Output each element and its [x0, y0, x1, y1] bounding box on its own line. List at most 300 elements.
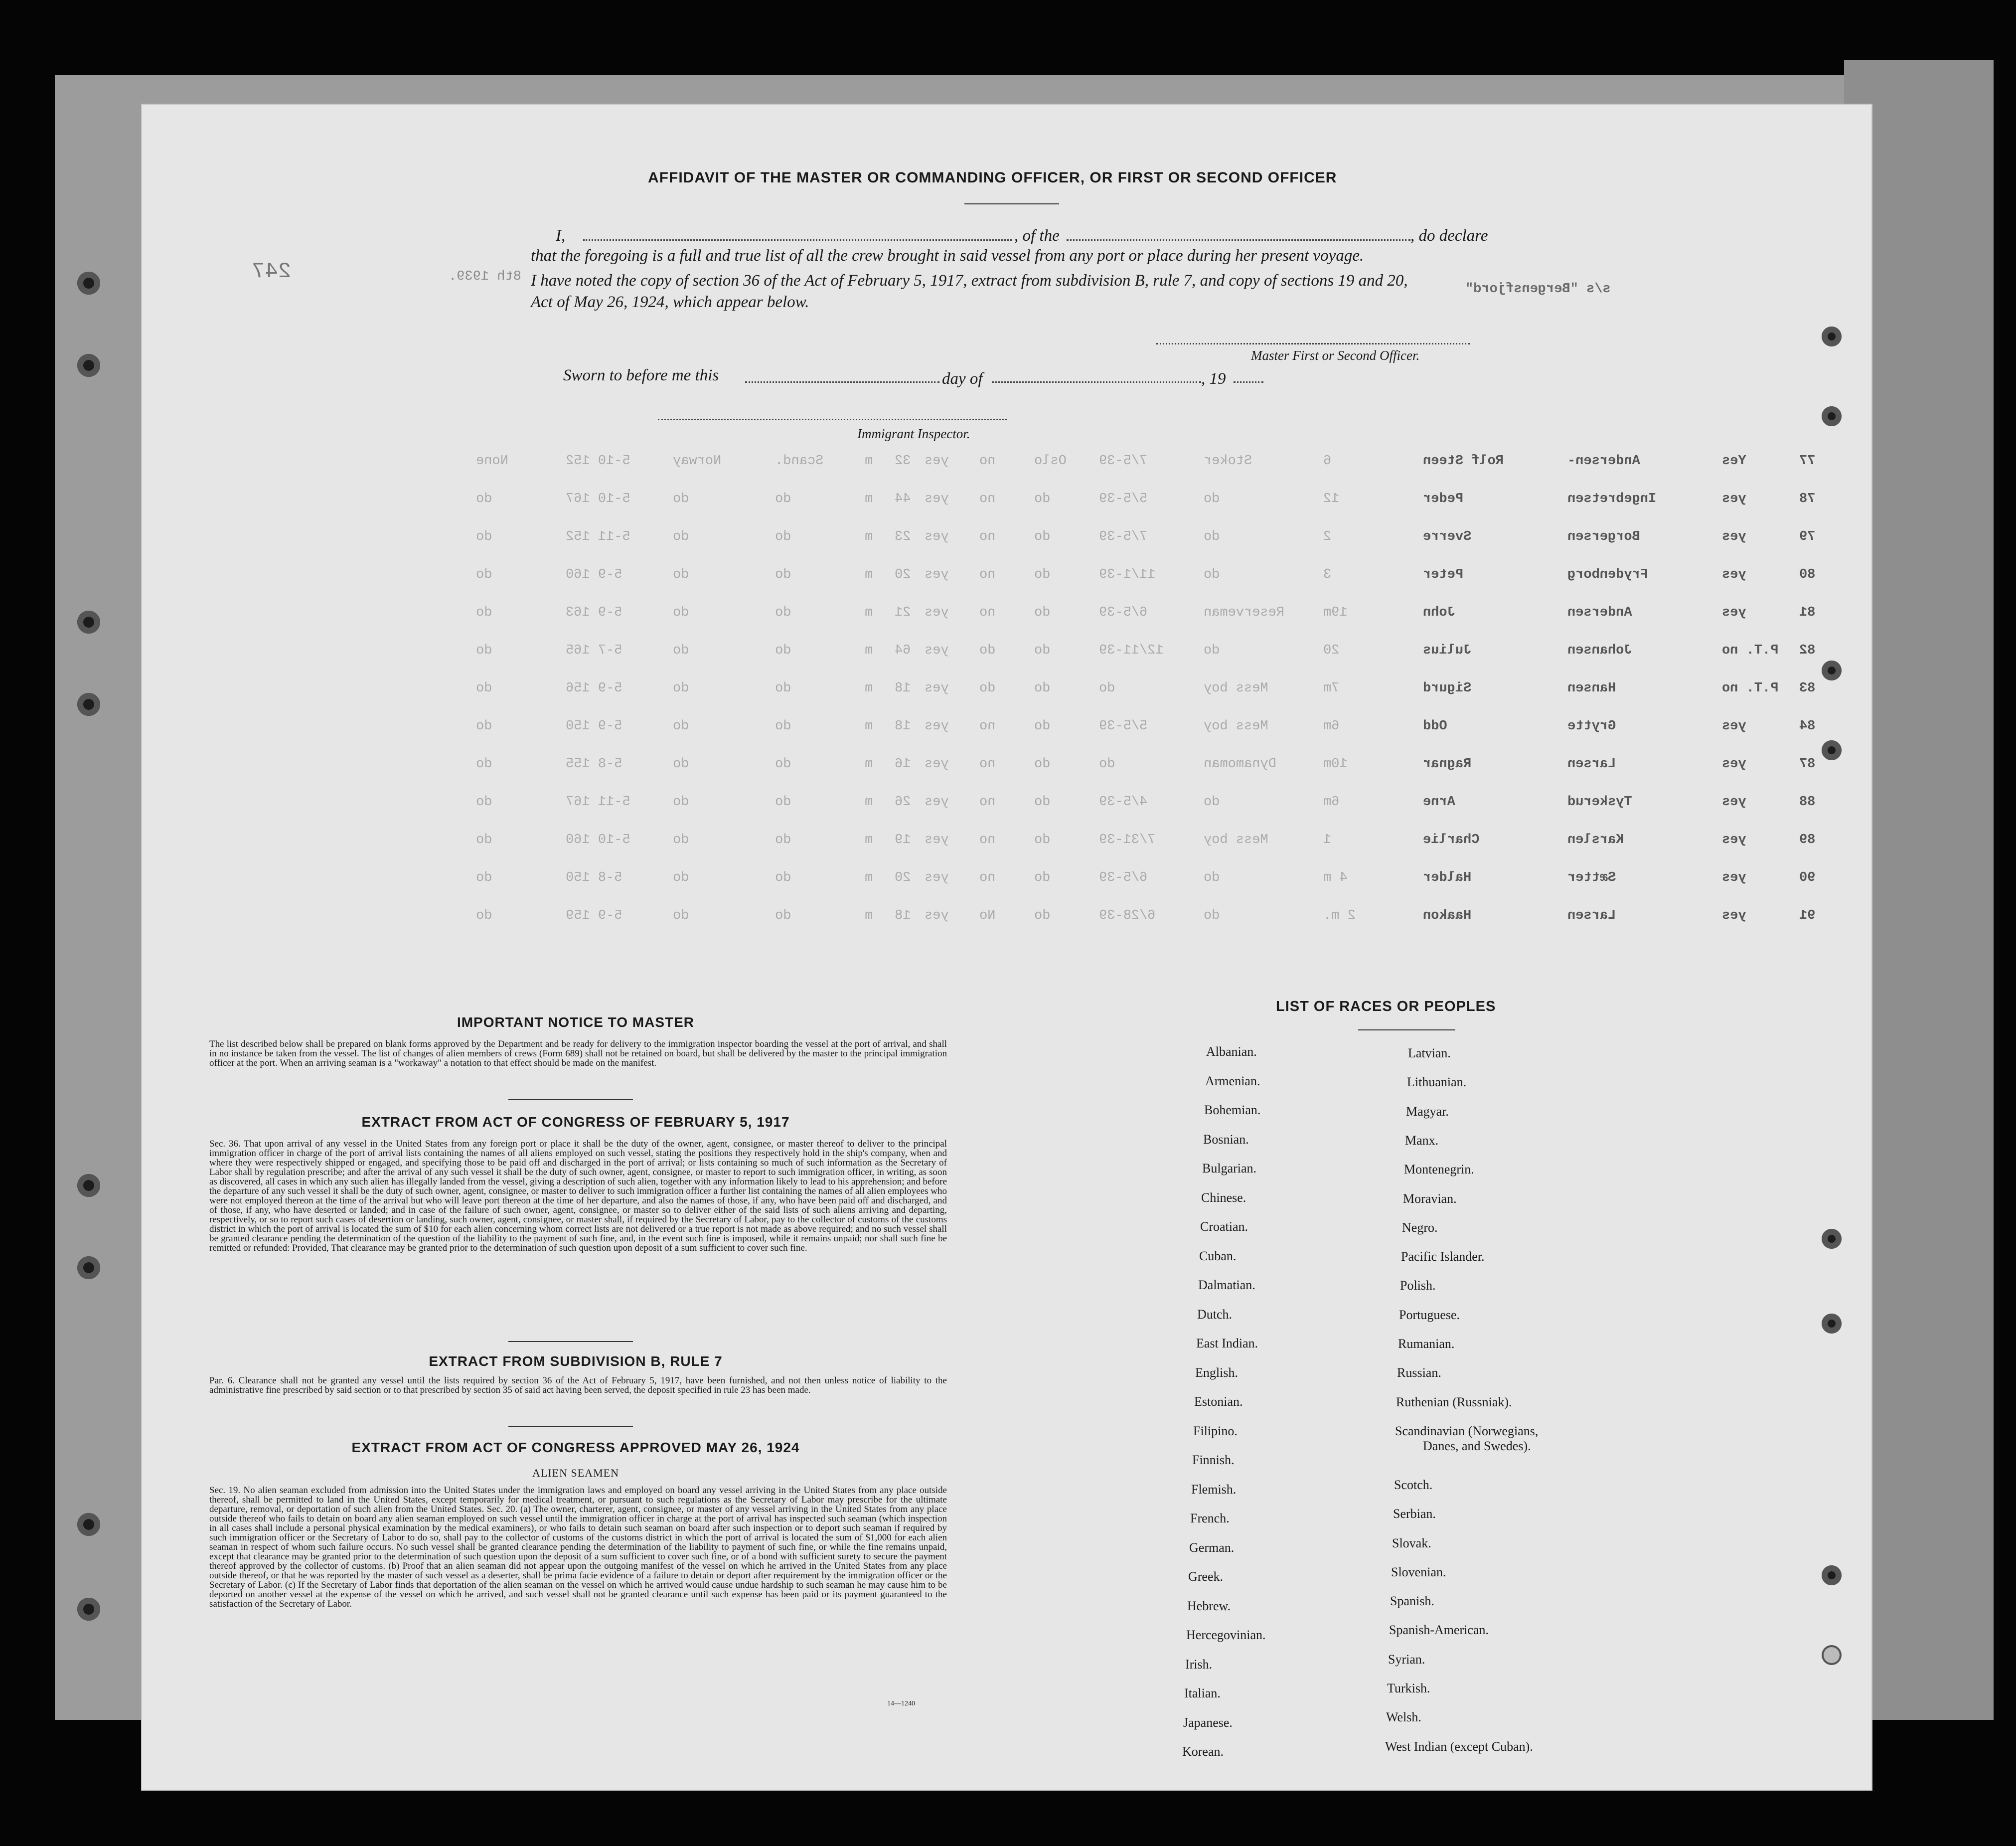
crew-cell-rating: 2 m. — [1323, 908, 1356, 923]
crew-cell-rem: yes — [925, 605, 949, 620]
crew-cell-rem: yes — [925, 529, 949, 544]
crew-cell-race: do — [673, 795, 689, 810]
binder-hole — [77, 1598, 100, 1621]
ghost-vessel: s/s "Bergensfjord" — [1465, 282, 1611, 297]
crew-cell-sex: m — [865, 757, 873, 772]
sworn-month-line — [992, 381, 1201, 383]
crew-cell-rem: yes — [925, 795, 949, 810]
binder-hole — [77, 611, 100, 634]
crew-cell-marks: do — [476, 795, 492, 810]
crew-cell-age: 44 — [895, 492, 911, 506]
crew-cell-engaged: 11/1-39 — [1099, 567, 1156, 582]
crew-row — [476, 643, 1816, 673]
extract-rule7-title: EXTRACT FROM SUBDIVISION B, RULE 7 — [429, 1353, 723, 1369]
extract-1924-body: Sec. 19. No alien seaman excluded from admission into the United States under the immigration laws and employed on board any vessel arriving in the United States from any place outside thereof, shall be permitted to land in the United States, except temporarily for medical treatment, or pursuant to such regulations as the Secretary of Labor may prescribe for the ultimate departure, removal, or deportation of such alien from the United States. Sec. 20. (a) The owner, charterer, agent, consignee, or master of any vessel arriving in the United States from any place outside thereof who fails to detain on board any alien seaman employed on such vessel until the immigration officer in charge at the port of arrival has inspected such seaman (which inspection in all cases shall include a personal physical examination by the medical examiners), or who fails to detain such seaman on board after such inspection or to deport such seaman if required by such immigration officer or the Secretary of Labor to do so, shall pay to the collector of customs of the customs district in which the port of arrival is located the sum of $1,000 for each alien seaman in respect of whom such failure occurs. No such vessel shall be granted clearance pending the determination of the liability to payment of such fine, or while the fine remains unpaid, except that clearance may be granted prior to the determination of such question upon the deposit of a sum sufficient to cover such fine, or of a bond with sufficient surety to secure the payment thereof approved by the collector of customs. (b) Proof that an alien seaman did not appear upon the outgoing manifest of the vessel on which he arrived in the United States from any place outside thereof, or that he was reported by the master of such vessel as a deserter, shall be prima facie evidence of a failure to detain or deport after requirement by the immigration officer or the Secretary of Labor. (c) If the Secretary of Labor finds that deportation of the alien seaman on the vessel on which he arrived would cause undue hardship to such seaman he may cause him to be deported on another vessel at the expense of the vessel on which he arrived, and such vessel shall not be granted clearance until such expense has been paid or its payment guaranteed to the satisfaction of the Secretary of Labor. — [209, 1485, 947, 1609]
extract-1917-body: Sec. 36. That upon arrival of any vessel in the United States from any foreign port or place it shall be the duty of the owner, agent, consignee, or master thereof to deliver to the principal immigration officer in charge of the port of arrival lists containing the names of all aliens employed on such vessel, stating the positions they respectively hold in the ship's company, when and where they were respectively shipped or engaged, and specifying those to be paid off and discharged in the port of arrival; or lists containing so much of such information as the Secretary of Labor shall by regulation prescribe; and after the arrival of any such vessel it shall be the duty of such owner, agent, consignee, or master to report to such immigration officer, in writing, as soon as discovered, all cases in which any such alien has illegally landed from the vessel, giving a description of such alien, together with any information likely to lead to his apprehension; and before the departure of any such vessel it shall be the duty of such owner, agent, consignee, or master to deliver to such immigration officer a further list containing the names of all alien employees who were not employed thereon at the time of the arrival but who will leave port thereon at the time of her departure, and also the names of those, if any, who have been paid off and discharged, and of those, if any, who have deserted or landed; and in case of the failure of such owner, agent, consignee, or master so to deliver either of the said lists of such aliens arriving and departing, respectively, or so to report such cases of desertion or landing, such owner, agent, consignee, or master shall, if required by the Secretary of Labor, pay to the collector of customs of the customs district in which the port of arrival is located the sum of $10 for each alien concerning whom correct lists are not delivered or a true report is not made as above required; and no such vessel shall be granted clearance pending the determination of the question of the liability to the payment of such fine, and, in the event such fine is imposed, while it remains unpaid; nor shall such fine be remitted or refunded: Provided, That clearance may be granted prior to the determination of such question upon deposit of a sum sufficient to cover such fine. — [209, 1139, 947, 1253]
crew-cell-position: Mess boy — [1204, 719, 1268, 734]
crew-cell-surname: Grytte — [1567, 719, 1616, 734]
crew-cell-surname: Hansen — [1567, 681, 1616, 696]
crew-cell-rem: yes — [925, 492, 949, 506]
crew-cell-paid: No — [979, 908, 996, 923]
race-item: Japanese. — [1183, 1715, 1233, 1730]
crew-cell-surname: Tyskerud — [1567, 795, 1632, 810]
crew-cell-marks: do — [476, 605, 492, 620]
binder-hole — [1822, 1229, 1842, 1249]
crew-cell-engaged: 5/5-39 — [1099, 719, 1148, 734]
sworn-label: Sworn to before me this — [563, 366, 719, 384]
crew-cell-sign: yes — [1722, 567, 1746, 582]
crew-cell-rating: 20 — [1323, 643, 1340, 658]
crew-cell-sign: Yes — [1722, 454, 1746, 469]
affidavit-i: I, — [556, 227, 566, 245]
crew-cell-where: Oslo — [1034, 454, 1067, 469]
crew-cell-given: Julius — [1423, 643, 1472, 658]
crew-cell-nat: do — [775, 757, 791, 772]
crew-cell-surname: Larsen — [1567, 757, 1616, 772]
crew-cell-paid: no — [979, 870, 996, 885]
vessel-fill-line — [1067, 239, 1410, 241]
crew-cell-paid: no — [979, 454, 996, 469]
binder-hole — [77, 1174, 100, 1197]
race-item: Scandinavian (Norwegians, — [1395, 1423, 1539, 1438]
crew-cell-marks: do — [476, 567, 492, 582]
race-item: Lithuanian. — [1407, 1075, 1467, 1090]
crew-cell-position: do — [1204, 643, 1220, 658]
race-item: Magyar. — [1406, 1104, 1449, 1119]
crew-cell-age: 20 — [895, 567, 911, 582]
crew-cell-engaged: do — [1099, 757, 1115, 772]
crew-cell-nat: do — [775, 605, 791, 620]
crew-cell-age: 26 — [895, 795, 911, 810]
crew-cell-paid: no — [979, 719, 996, 734]
affidavit-line3: I have noted the copy of section 36 of the Act of February 5, 1917, extract from subdivision B, rule 7, and copy of sections 19 and 20, — [531, 272, 1408, 290]
crew-cell-sex: m — [865, 492, 873, 506]
crew-cell-nat: do — [775, 719, 791, 734]
crew-cell-given: Charlie — [1423, 833, 1480, 847]
race-item: Greek. — [1188, 1569, 1224, 1584]
sworn-year-line — [1234, 381, 1263, 383]
affidavit-line2: that the foregoing is a full and true list of all the crew brought in said vessel from any port or place during her present voyage. — [531, 247, 1364, 265]
binder-hole — [1822, 661, 1842, 680]
crew-cell-rating: 7m — [1323, 681, 1340, 696]
crew-cell-position: do — [1204, 529, 1220, 544]
crew-cell-height: 5-9 163 — [566, 605, 622, 620]
crew-cell-engaged: 6/5-39 — [1099, 605, 1148, 620]
crew-cell-nat: do — [775, 529, 791, 544]
race-item: Flemish. — [1191, 1482, 1237, 1497]
crew-cell-sex: m — [865, 529, 873, 544]
crew-cell-nat: do — [775, 567, 791, 582]
crew-cell-rating: 1 — [1323, 833, 1332, 847]
race-item: Ruthenian (Russniak). — [1396, 1394, 1512, 1409]
binder-hole — [1822, 740, 1842, 760]
crew-cell-surname: Larsen — [1567, 908, 1616, 923]
inspector-signature-line — [658, 419, 1007, 420]
crew-row — [476, 833, 1816, 862]
crew-cell-race: do — [673, 605, 689, 620]
crew-cell-sex: m — [865, 719, 873, 734]
race-item: Pacific Islander. — [1401, 1249, 1485, 1264]
binder-hole — [1822, 1645, 1842, 1665]
crew-cell-race: do — [673, 908, 689, 923]
affidavit-line4: Act of May 26, 1924, which appear below. — [531, 293, 809, 311]
extract-1917-divider — [508, 1341, 633, 1342]
crew-row — [476, 719, 1816, 749]
crew-cell-no: 77 — [1799, 454, 1816, 469]
race-item-continued: Danes, and Swedes). — [1423, 1438, 1531, 1453]
crew-cell-paid: no — [979, 795, 996, 810]
crew-cell-where: do — [1034, 529, 1051, 544]
crew-cell-given: Rolf Steen — [1423, 454, 1504, 469]
crew-cell-race: do — [673, 567, 689, 582]
binder-hole — [1822, 406, 1842, 426]
crew-cell-no: 80 — [1799, 567, 1816, 582]
crew-cell-engaged: 6/28-39 — [1099, 908, 1156, 923]
crew-cell-where: do — [1034, 833, 1051, 847]
crew-cell-position: do — [1204, 492, 1220, 506]
crew-cell-nat: do — [775, 681, 791, 696]
crew-cell-height: 5-7 165 — [566, 643, 622, 658]
crew-cell-paid: do — [979, 681, 996, 696]
crew-cell-sign: yes — [1722, 833, 1746, 847]
crew-cell-rating: 3 — [1323, 567, 1332, 582]
crew-cell-no: 83 — [1799, 681, 1816, 696]
crew-cell-surname: Karslen — [1567, 833, 1624, 847]
crew-cell-no: 78 — [1799, 492, 1816, 506]
crew-cell-position: do — [1204, 567, 1220, 582]
crew-cell-marks: do — [476, 870, 492, 885]
race-item: Slovenian. — [1391, 1564, 1446, 1579]
crew-cell-sex: m — [865, 833, 873, 847]
race-item: French. — [1190, 1511, 1230, 1525]
crew-row — [476, 492, 1816, 521]
crew-cell-engaged: 7/5-39 — [1099, 529, 1148, 544]
crew-cell-where: do — [1034, 567, 1051, 582]
crew-cell-given: Arne — [1423, 795, 1455, 810]
race-item: English. — [1195, 1365, 1238, 1380]
crew-cell-sex: m — [865, 908, 873, 923]
crew-cell-surname: Ingebretsen — [1567, 492, 1657, 506]
race-item: Turkish. — [1387, 1681, 1430, 1695]
crew-cell-sign: yes — [1722, 492, 1746, 506]
name-fill-line — [583, 239, 1012, 241]
ghost-date: 8th 1939. — [449, 269, 521, 284]
race-item: Chinese. — [1201, 1190, 1246, 1205]
crew-cell-race: do — [673, 529, 689, 544]
crew-cell-surname: Johansen — [1567, 643, 1632, 658]
crew-cell-race: do — [673, 643, 689, 658]
crew-cell-given: Halder — [1423, 870, 1472, 885]
crew-cell-race: do — [673, 757, 689, 772]
inspector-label: Immigrant Inspector. — [857, 426, 970, 441]
notice-divider — [508, 1099, 633, 1100]
crew-cell-height: 5-9 156 — [566, 681, 622, 696]
affidavit-declare: , do declare — [1410, 227, 1488, 245]
crew-row — [476, 605, 1816, 635]
races-title: LIST OF RACES OR PEOPLES — [1276, 999, 1496, 1014]
crew-cell-position: Mess boy — [1204, 681, 1268, 696]
race-item: Bulgarian. — [1202, 1161, 1257, 1175]
race-item: Portuguese. — [1399, 1307, 1460, 1322]
binder-hole — [1822, 1314, 1842, 1334]
binder-hole — [77, 354, 100, 377]
crew-cell-nat: do — [775, 870, 791, 885]
crew-cell-sign: yes — [1722, 908, 1746, 923]
crew-row — [476, 870, 1816, 900]
crew-cell-given: Peter — [1423, 567, 1464, 582]
crew-cell-height: 5-10 160 — [566, 833, 630, 847]
races-title-underline — [1358, 1029, 1455, 1030]
master-label: Master First or Second Officer. — [1251, 348, 1420, 363]
crew-cell-age: 20 — [895, 870, 911, 885]
crew-cell-nat: do — [775, 795, 791, 810]
race-item: Korean. — [1182, 1744, 1224, 1759]
crew-cell-nat: do — [775, 643, 791, 658]
crew-cell-height: 5-11 152 — [566, 529, 630, 544]
crew-cell-rating: 2 — [1323, 529, 1332, 544]
crew-cell-paid: no — [979, 529, 996, 544]
crew-cell-paid: no — [979, 492, 996, 506]
title-underline — [964, 203, 1059, 204]
race-item: East Indian. — [1196, 1336, 1258, 1350]
notice-title: IMPORTANT NOTICE TO MASTER — [457, 1014, 695, 1030]
crew-cell-where: do — [1034, 643, 1051, 658]
binder-hole — [77, 693, 100, 716]
crew-cell-rem: yes — [925, 681, 949, 696]
crew-cell-age: 21 — [895, 605, 911, 620]
crew-cell-age: 18 — [895, 908, 911, 923]
race-item: Albanian. — [1206, 1044, 1257, 1059]
binder-hole — [77, 272, 100, 295]
crew-cell-no: 87 — [1799, 757, 1816, 772]
crew-cell-surname: Frydenborg — [1567, 567, 1649, 582]
race-item: Welsh. — [1386, 1710, 1421, 1725]
crew-cell-nat: do — [775, 492, 791, 506]
crew-cell-given: Sigurd — [1423, 681, 1472, 696]
crew-cell-nat: do — [775, 908, 791, 923]
crew-cell-marks: do — [476, 529, 492, 544]
race-item: German. — [1189, 1540, 1235, 1555]
crew-cell-surname: Sætter — [1567, 870, 1616, 885]
crew-cell-sign: yes — [1722, 529, 1746, 544]
crew-cell-marks: do — [476, 908, 492, 923]
crew-cell-no: 81 — [1799, 605, 1816, 620]
race-item: Hebrew. — [1187, 1598, 1231, 1613]
crew-cell-age: 16 — [895, 757, 911, 772]
crew-cell-rem: yes — [925, 567, 949, 582]
crew-row — [476, 454, 1816, 484]
crew-cell-sign: P.T. no — [1722, 681, 1779, 696]
sworn-day-line — [745, 381, 939, 383]
crew-cell-sign: P.T. no — [1722, 643, 1779, 658]
crew-cell-sign: yes — [1722, 605, 1746, 620]
crew-cell-marks: do — [476, 643, 492, 658]
race-item: Russian. — [1397, 1365, 1441, 1380]
crew-cell-height: 5-9 159 — [566, 908, 622, 923]
crew-cell-where: do — [1034, 795, 1051, 810]
crew-cell-where: do — [1034, 681, 1051, 696]
crew-cell-paid: no — [979, 757, 996, 772]
crew-cell-given: Ragnar — [1423, 757, 1472, 772]
crew-cell-position: Mess boy — [1204, 833, 1268, 847]
race-item: Cuban. — [1199, 1248, 1237, 1263]
race-item: Irish. — [1185, 1657, 1213, 1672]
crew-cell-paid: no — [979, 605, 996, 620]
crew-row — [476, 908, 1816, 938]
crew-cell-marks: None — [476, 454, 508, 469]
crew-cell-age: 19 — [895, 833, 911, 847]
crew-cell-rating: 6 — [1323, 454, 1332, 469]
affidavit-title: AFFIDAVIT OF THE MASTER OR COMMANDING OFFICER, OR FIRST OR SECOND OFFICER — [648, 169, 1337, 186]
race-item: Croatian. — [1200, 1219, 1248, 1234]
race-item: Spanish. — [1390, 1594, 1434, 1609]
race-item: Italian. — [1184, 1686, 1221, 1700]
crew-cell-engaged: 7/5-39 — [1099, 454, 1148, 469]
crew-cell-height: 5-9 150 — [566, 719, 622, 734]
crew-cell-where: do — [1034, 719, 1051, 734]
crew-cell-engaged: 7/31-39 — [1099, 833, 1156, 847]
binder-hole — [1822, 1565, 1842, 1585]
crew-cell-nat: Scand. — [775, 454, 824, 469]
race-item: Hercegovinian. — [1186, 1628, 1266, 1642]
crew-cell-no: 84 — [1799, 719, 1816, 734]
extract-1924-subtitle: ALIEN SEAMEN — [532, 1467, 619, 1479]
crew-cell-rating: 6m — [1323, 719, 1340, 734]
crew-cell-sex: m — [865, 643, 873, 658]
crew-cell-race: do — [673, 492, 689, 506]
crew-cell-rem: yes — [925, 870, 949, 885]
crew-cell-engaged: 5/5-39 — [1099, 492, 1148, 506]
crew-row — [476, 529, 1816, 559]
crew-cell-height: 5-8 150 — [566, 870, 622, 885]
crew-cell-rem: yes — [925, 908, 949, 923]
race-item: Slovak. — [1392, 1535, 1431, 1550]
crew-cell-race: do — [673, 719, 689, 734]
crew-cell-rem: yes — [925, 833, 949, 847]
crew-cell-where: do — [1034, 870, 1051, 885]
crew-cell-age: 64 — [895, 643, 911, 658]
crew-cell-marks: do — [476, 681, 492, 696]
race-item: Dutch. — [1197, 1307, 1233, 1322]
crew-cell-rem: yes — [925, 719, 949, 734]
race-item: Rumanian. — [1398, 1337, 1455, 1351]
crew-cell-position: do — [1204, 908, 1220, 923]
extract-1917-title: EXTRACT FROM ACT OF CONGRESS OF FEBRUARY 5, 1917 — [361, 1114, 790, 1130]
crew-cell-age: 32 — [895, 454, 911, 469]
crew-cell-height: 5-8 155 — [566, 757, 622, 772]
affidavit-of-the: , of the — [1014, 227, 1060, 245]
race-item: Polish. — [1400, 1278, 1436, 1293]
extract-rule7-body: Par. 6. Clearance shall not be granted any vessel until the lists required by section 36 of the Act of February 5, 1917, have been furnished, and not then unless notice of liability to the administrative fine prescribed by said section or to that prescribed by section 35 of said act having been served, the deposit specified in rule 23 has been made. — [209, 1375, 947, 1395]
crew-cell-engaged: 6/5-39 — [1099, 870, 1148, 885]
crew-cell-no: 91 — [1799, 908, 1816, 923]
crew-cell-position: Reserveman — [1204, 605, 1285, 620]
form-number: 14—1240 — [887, 1700, 915, 1707]
extract-1924-title: EXTRACT FROM ACT OF CONGRESS APPROVED MAY 26, 1924 — [351, 1440, 800, 1455]
extract-rule7-divider — [508, 1426, 633, 1427]
crew-cell-sex: m — [865, 605, 873, 620]
crew-cell-surname: Andersen- — [1567, 454, 1640, 469]
binder-hole — [77, 1513, 100, 1536]
race-item: Manx. — [1405, 1133, 1439, 1148]
race-item: Armenian. — [1205, 1073, 1260, 1088]
notice-body: The list described below shall be prepared on blank forms approved by the Department and be ready for delivery to the immigration inspector boarding the vessel at the port of arrival, and shall in no instance be taken from the vessel. The list of changes of alien members of crews (Form 689) shall not be retained on board, but shall be delivered by the master to the principal immigration officer at the port. When an arriving seaman is a "workaway" a notation to that effect should be made on the manifest. — [209, 1039, 947, 1068]
crew-cell-rating: 4 m — [1323, 870, 1348, 885]
crew-cell-no: 79 — [1799, 529, 1816, 544]
race-item: Moravian. — [1403, 1191, 1457, 1206]
crew-cell-height: 5-10 167 — [566, 492, 630, 506]
crew-cell-engaged: 4/5-39 — [1099, 795, 1148, 810]
crew-cell-rem: yes — [925, 454, 949, 469]
race-item: Estonian. — [1194, 1394, 1243, 1409]
crew-cell-sex: m — [865, 870, 873, 885]
crew-cell-no: 82 — [1799, 643, 1816, 658]
crew-cell-age: 18 — [895, 681, 911, 696]
crew-cell-race: do — [673, 681, 689, 696]
crew-cell-rem: yes — [925, 643, 949, 658]
crew-cell-position: Dynamoman — [1204, 757, 1276, 772]
crew-cell-no: 89 — [1799, 833, 1816, 847]
race-item: Syrian. — [1388, 1652, 1425, 1667]
binder-hole — [1822, 327, 1842, 346]
crew-cell-sex: m — [865, 454, 873, 469]
crew-cell-rating: 12 — [1323, 492, 1340, 506]
crew-cell-sign: yes — [1722, 870, 1746, 885]
crew-cell-rating: 10m — [1323, 757, 1348, 772]
crew-cell-position: do — [1204, 795, 1220, 810]
crew-cell-given: Odd — [1423, 719, 1447, 734]
crew-cell-race: do — [673, 870, 689, 885]
crew-row — [476, 795, 1816, 825]
crew-row — [476, 567, 1816, 597]
crew-cell-sex: m — [865, 567, 873, 582]
crew-row — [476, 681, 1816, 711]
race-item: Negro. — [1402, 1220, 1438, 1235]
crew-cell-age: 23 — [895, 529, 911, 544]
crew-cell-sex: m — [865, 795, 873, 810]
crew-cell-position: do — [1204, 870, 1220, 885]
sworn-day-of: day of — [942, 370, 983, 388]
crew-cell-race: do — [673, 833, 689, 847]
crew-cell-where: do — [1034, 492, 1051, 506]
race-item: Bosnian. — [1203, 1132, 1249, 1147]
crew-cell-paid: do — [979, 643, 996, 658]
crew-cell-surname: Borgersen — [1567, 529, 1640, 544]
crew-cell-paid: no — [979, 567, 996, 582]
race-item: Bohemian. — [1204, 1103, 1261, 1117]
crew-cell-position: Stoker — [1204, 454, 1252, 469]
crew-cell-where: do — [1034, 908, 1051, 923]
crew-cell-sign: yes — [1722, 757, 1746, 772]
crew-cell-rem: yes — [925, 757, 949, 772]
crew-cell-age: 18 — [895, 719, 911, 734]
race-item: Montenegrin. — [1404, 1162, 1474, 1177]
race-item: Serbian. — [1393, 1507, 1436, 1521]
crew-cell-rating: 6m — [1323, 795, 1340, 810]
race-item: Finnish. — [1192, 1453, 1235, 1467]
master-signature-line — [1156, 343, 1470, 344]
crew-cell-sign: yes — [1722, 795, 1746, 810]
crew-cell-sex: m — [865, 681, 873, 696]
ghost-page-number: 247 — [252, 259, 292, 284]
crew-cell-nat: do — [775, 833, 791, 847]
crew-cell-height: 5-9 160 — [566, 567, 622, 582]
crew-cell-engaged: do — [1099, 681, 1115, 696]
crew-cell-where: do — [1034, 605, 1051, 620]
crew-cell-given: Sverre — [1423, 529, 1472, 544]
crew-cell-no: 90 — [1799, 870, 1816, 885]
crew-cell-no: 88 — [1799, 795, 1816, 810]
